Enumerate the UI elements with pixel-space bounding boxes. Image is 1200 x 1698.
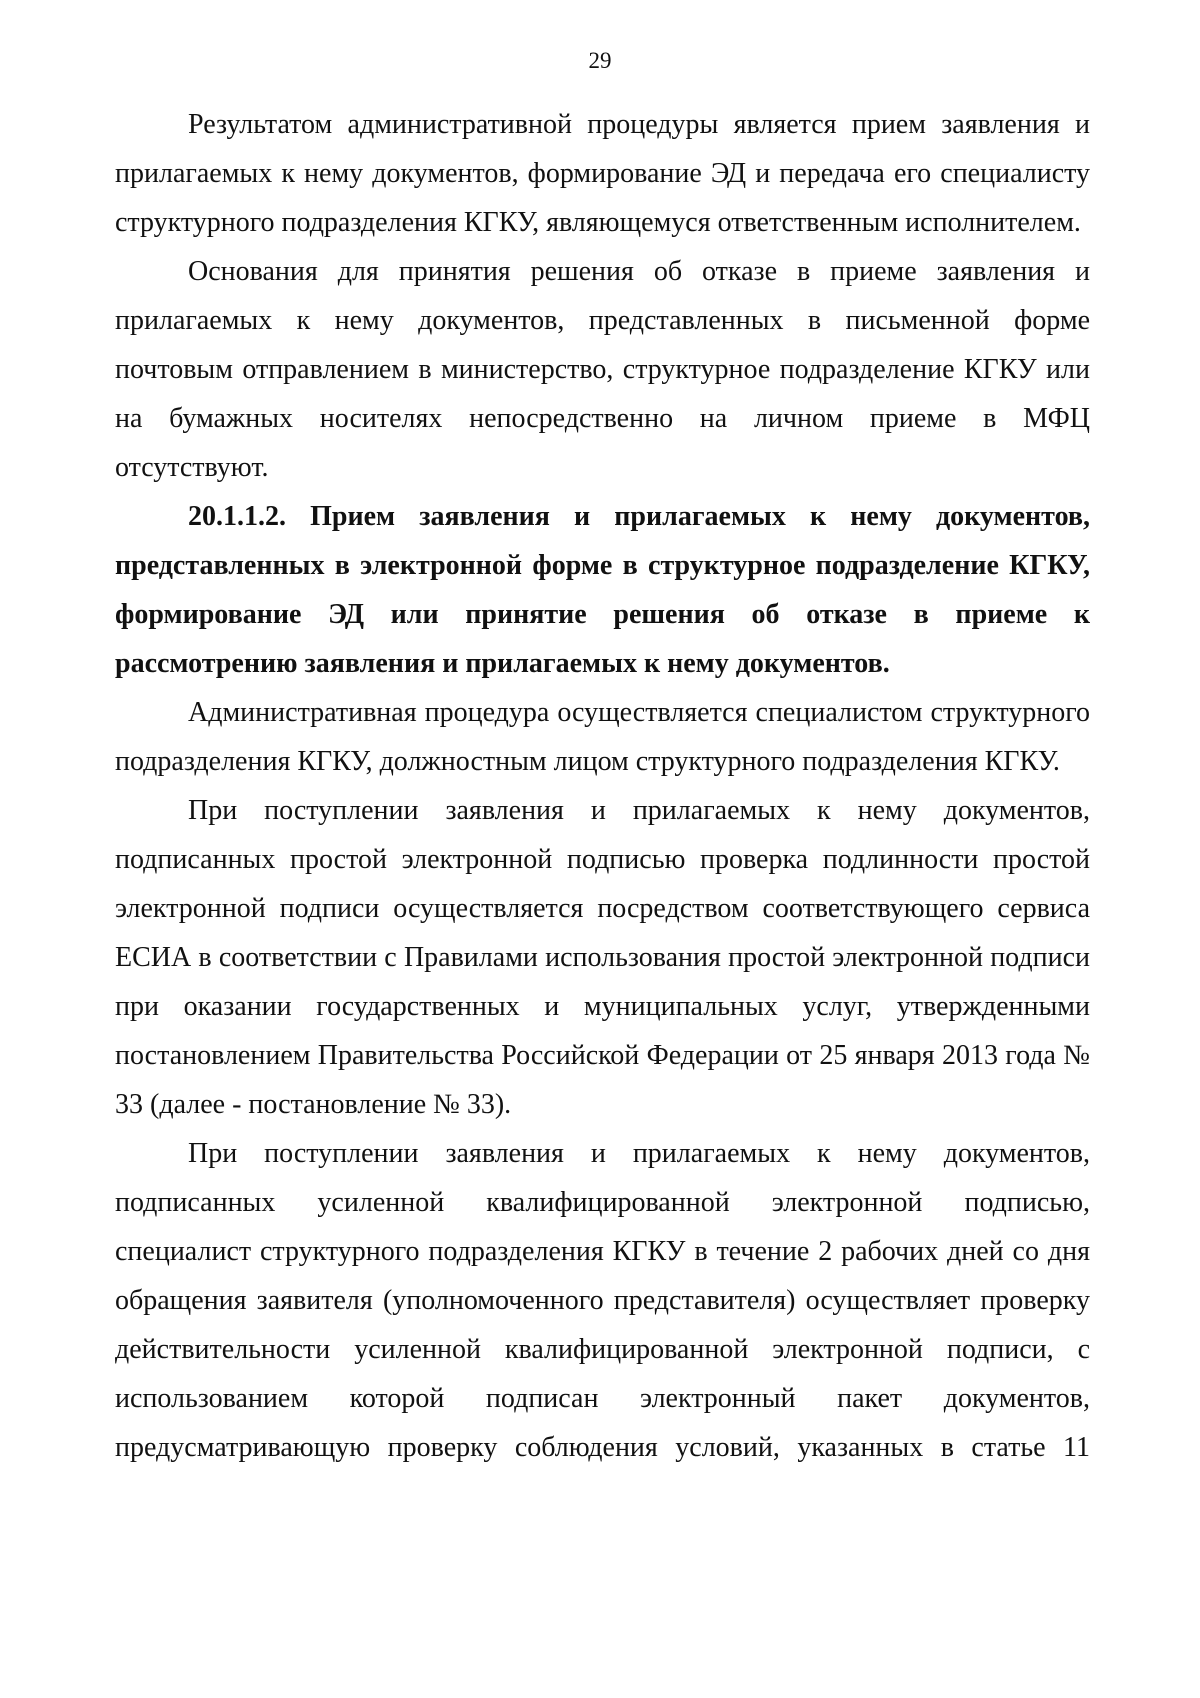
- document-body: [115, 100, 1090, 1472]
- paragraph-result: Результатом административной процедуры является прием заявления и прилагаемых к нему документов, формирование ЭД и передача его специалисту структурного подразделения КГКУ, являющемуся ответственным исполнителем.: [115, 109, 1090, 238]
- paragraph-refusal-grounds: Основания для принятия решения об отказе в приеме заявления и прилагаемых к нему документов, представленных в письменной форме почтовым отправлением в министерство, структурное подразделение КГКУ или на бумажных носителях непосредственно на личном приеме в МФЦ отсутствуют.: [115, 256, 1090, 483]
- section-heading-20-1-1-2: 20.1.1.2. Прием заявления и прилагаемых к нему документов, представленных в электронной форме в структурное подразделение КГКУ, формирование ЭД или принятие решения об отказе в приеме к рассмотрению заявления и прилагаемых к нему документов.: [115, 501, 1090, 679]
- paragraph-qualified-signature: При поступлении заявления и прилагаемых к нему документов, подписанных усиленной квалифицированной электронной подписью, специалист структурного подразделения КГКУ в течение 2 рабочих дней со дня обращения заявителя (уполномоченного представителя) осуществляет проверку действительности усиленной квалифицированной электронной подписи, с использованием которой подписан электронный пакет документов, предусматривающую проверку соблюдения условий, указанных в статье 11: [115, 1138, 1090, 1463]
- page-number: 29: [588, 48, 612, 73]
- paragraph-simple-signature: При поступлении заявления и прилагаемых к нему документов, подписанных простой электронной подписью проверка подлинности простой электронной подписи осуществляется посредством соответствующего сервиса ЕСИА в соответствии с Правилами использования простой электронной подписи при оказании государственных и муниципальных услуг, утвержденными постановлением Правительства Российской Федерации от 25 января 2013 года № 33 (далее - постановление № 33).: [115, 795, 1090, 1120]
- paragraph-procedure-performer: Административная процедура осуществляется специалистом структурного подразделения КГКУ, должностным лицом структурного подразделения КГКУ.: [115, 697, 1090, 777]
